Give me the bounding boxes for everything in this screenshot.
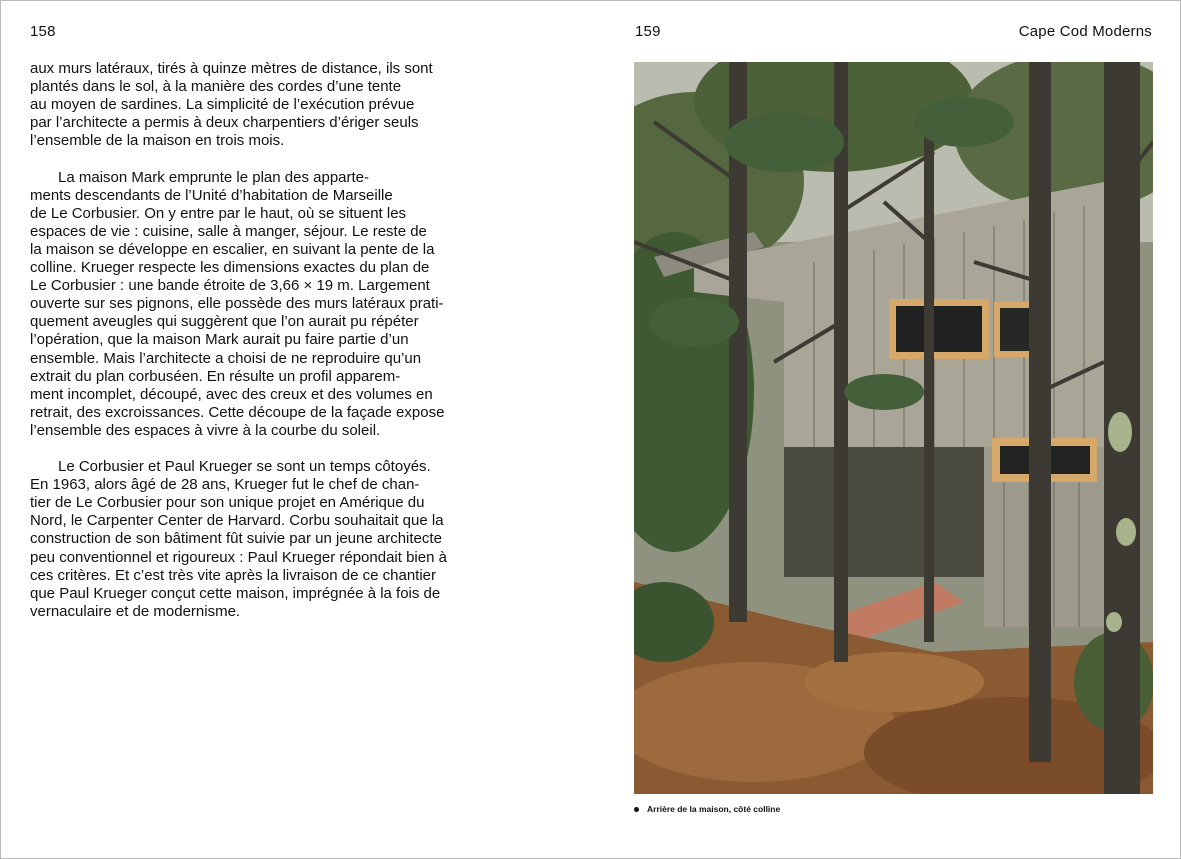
text-line: Nord, le Carpenter Center de Harvard. Corbu souhaitait que la — [30, 512, 444, 530]
photo-caption — [634, 804, 780, 814]
text-line: plantés dans le sol, à la manière des cordes d’une tente — [30, 78, 402, 96]
text-line: extrait du plan corbuséen. En résulte un profil apparem- — [30, 367, 401, 385]
text-line: La maison Mark emprunte le plan des apparte- — [58, 168, 370, 186]
text-line: ments descendants de l’Unité d’habitation de Marseille — [30, 186, 393, 204]
text-line: la maison se développe en escalier, en suivant la pente de la — [30, 240, 435, 258]
text-line: espaces de vie : cuisine, salle à manger, séjour. Le reste de — [30, 222, 427, 240]
text-line: quement aveugles qui suggèrent que l’on aurait pu répéter — [30, 313, 419, 331]
text-line: l’ensemble des espaces à vivre à la courbe du soleil. — [30, 421, 381, 439]
text-line: par l’architecte a permis à deux charpentiers d’ériger seuls — [30, 114, 419, 132]
text-line: Le Corbusier et Paul Krueger se sont un temps côtoyés. — [58, 458, 431, 476]
text-line: colline. Krueger respecte les dimensions exactes du plan de — [30, 259, 430, 277]
text-line: de Le Corbusier. On y entre par le haut, où se situent les — [30, 204, 407, 222]
text-line: aux murs latéraux, tirés à quinze mètres de distance, ils sont — [30, 60, 433, 77]
text-line: peu conventionnel et rigoureux : Paul Krueger répondait bien à — [30, 548, 447, 566]
body-text — [30, 60, 470, 639]
text-line: ment incomplet, découpé, avec des creux et des volumes en — [30, 385, 433, 403]
body-paragraph — [30, 458, 470, 621]
page-number-right: 159 — [635, 23, 661, 40]
text-line: que Paul Krueger conçut cette maison, imprégnée à la fois de — [30, 584, 441, 602]
text-line: construction de son bâtiment fût suivie par un jeune architecte — [30, 530, 442, 548]
page-number-left: 158 — [30, 23, 56, 40]
text-line: l’opération, que la maison Mark aurait pu faire partie d’un — [30, 331, 409, 349]
text-line: tier de Le Corbusier pour son unique projet en Amérique du — [30, 494, 425, 512]
forest-house-illustration — [634, 62, 1153, 794]
text-line: En 1963, alors âgé de 28 ans, Krueger fut le chef de chan- — [30, 476, 420, 494]
text-line: Le Corbusier : une bande étroite de 3,66 × 19 m. Largement — [30, 277, 430, 295]
text-line: vernaculaire et de modernisme. — [30, 602, 241, 620]
text-line: ouverte sur ses pignons, elle possède des murs latéraux prati- — [30, 295, 444, 313]
text-line: ces critères. Et c’est très vite après la livraison de ce chantier — [30, 566, 436, 584]
text-line: retrait, des excroissances. Cette découpe de la façade expose — [30, 403, 445, 421]
photo-caption-text: Arrière de la maison, côté colline — [647, 804, 781, 814]
body-paragraph — [30, 60, 470, 150]
house-photo — [634, 62, 1153, 794]
running-head: Cape Cod Moderns — [1018, 23, 1152, 40]
body-paragraph — [30, 169, 470, 440]
text-line: l’ensemble de la maison en trois mois. — [30, 132, 285, 150]
text-line: au moyen de sardines. La simplicité de l’exécution prévue — [30, 96, 415, 114]
caption-bullet-icon — [634, 807, 639, 812]
text-line: ensemble. Mais l’architecte a choisi de ne reproduire qu’un — [30, 349, 422, 367]
